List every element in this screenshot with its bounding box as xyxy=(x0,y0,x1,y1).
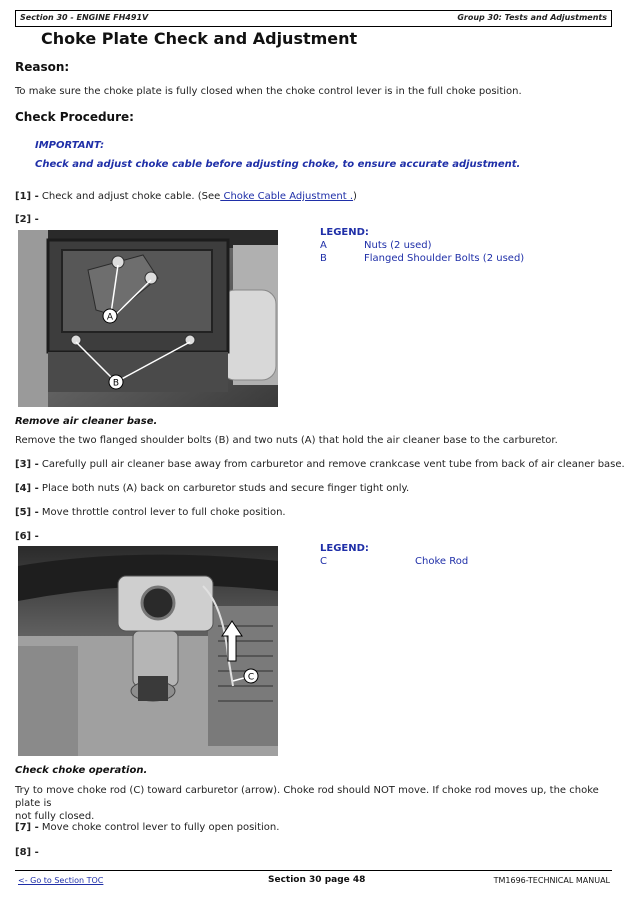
reason-text: To make sure the choke plate is fully closed when the choke control lever is in the full choke position. xyxy=(15,86,522,97)
reason-heading: Reason: xyxy=(15,60,70,74)
step-4-text: Place both nuts (A) back on carburetor studs and secure finger tight only. xyxy=(41,483,410,494)
step-1 xyxy=(15,190,357,203)
legend-1-key-a: A xyxy=(320,240,327,251)
header-section: Section 30 - ENGINE FH491V xyxy=(20,13,149,22)
step-7-text: Move choke control lever to fully open position. xyxy=(41,822,280,833)
legend-2-title: LEGEND: xyxy=(320,543,369,554)
step-3-number: [3] - xyxy=(15,459,39,470)
choke-rod-illustration xyxy=(18,546,278,756)
step-1-text: Check and adjust choke cable. (See xyxy=(41,191,221,202)
callout-b: B xyxy=(112,378,120,389)
legend-1-desc-b: Flanged Shoulder Bolts (2 used) xyxy=(364,253,525,264)
step-3-text: Carefully pull air cleaner base away from carburetor and remove crankcase vent tube from back of air cleaner base. xyxy=(41,459,625,470)
figure-1-caption-text: Remove the two flanged shoulder bolts (B) and two nuts (A) that hold the air cleaner base to the carburetor. xyxy=(15,435,558,446)
legend-2-desc-c: Choke Rod xyxy=(415,556,469,567)
footer-divider xyxy=(15,870,612,871)
air-cleaner-photo xyxy=(18,230,278,407)
figure-2-caption-line-2: not fully closed. xyxy=(15,811,95,822)
figure-2-caption-text xyxy=(15,784,615,823)
important-label: IMPORTANT: xyxy=(35,140,105,151)
choke-rod-photo xyxy=(18,546,278,756)
step-5 xyxy=(15,506,286,519)
step-4-number: [4] - xyxy=(15,483,39,494)
choke-cable-adjustment-link[interactable]: Choke Cable Adjustment . xyxy=(220,191,354,202)
step-6-number: [6] - xyxy=(15,531,39,542)
air-cleaner-illustration xyxy=(18,230,278,407)
step-1-end: ) xyxy=(353,191,357,202)
step-7-number: [7] - xyxy=(15,822,39,833)
step-1-number: [1] - xyxy=(15,191,39,202)
callout-c: C xyxy=(247,672,255,683)
step-5-number: [5] - xyxy=(15,507,39,518)
legend-1-title: LEGEND: xyxy=(320,227,369,238)
legend-1-key-b: B xyxy=(320,253,327,264)
callout-a: A xyxy=(106,312,114,323)
page-number: Section 30 page 48 xyxy=(268,875,366,885)
header-group: Group 30: Tests and Adjustments xyxy=(457,13,607,22)
step-8-number: [8] - xyxy=(15,847,39,858)
step-3 xyxy=(15,458,625,471)
check-procedure-heading: Check Procedure: xyxy=(15,110,134,124)
step-7 xyxy=(15,821,279,834)
figure-1-caption: Remove air cleaner base. xyxy=(15,416,158,427)
step-2-number: [2] - xyxy=(15,214,39,225)
page-title: Choke Plate Check and Adjustment xyxy=(41,29,358,48)
legend-1-desc-a: Nuts (2 used) xyxy=(364,240,432,251)
figure-2-caption-line-1: Try to move choke rod (C) toward carburetor (arrow). Choke rod should NOT move. If choke rod moves up, the choke plate is xyxy=(15,785,599,809)
page-header xyxy=(15,10,612,27)
step-4 xyxy=(15,482,409,495)
figure-2-caption: Check choke operation. xyxy=(15,765,148,776)
important-text: Check and adjust choke cable before adjusting choke, to ensure accurate adjustment. xyxy=(35,159,521,170)
manual-id: TM1696-TECHNICAL MANUAL xyxy=(493,876,610,885)
legend-2-key-c: C xyxy=(320,556,327,567)
step-5-text: Move throttle control lever to full choke position. xyxy=(41,507,286,518)
go-to-section-toc-link[interactable]: <- Go to Section TOC xyxy=(18,876,104,885)
